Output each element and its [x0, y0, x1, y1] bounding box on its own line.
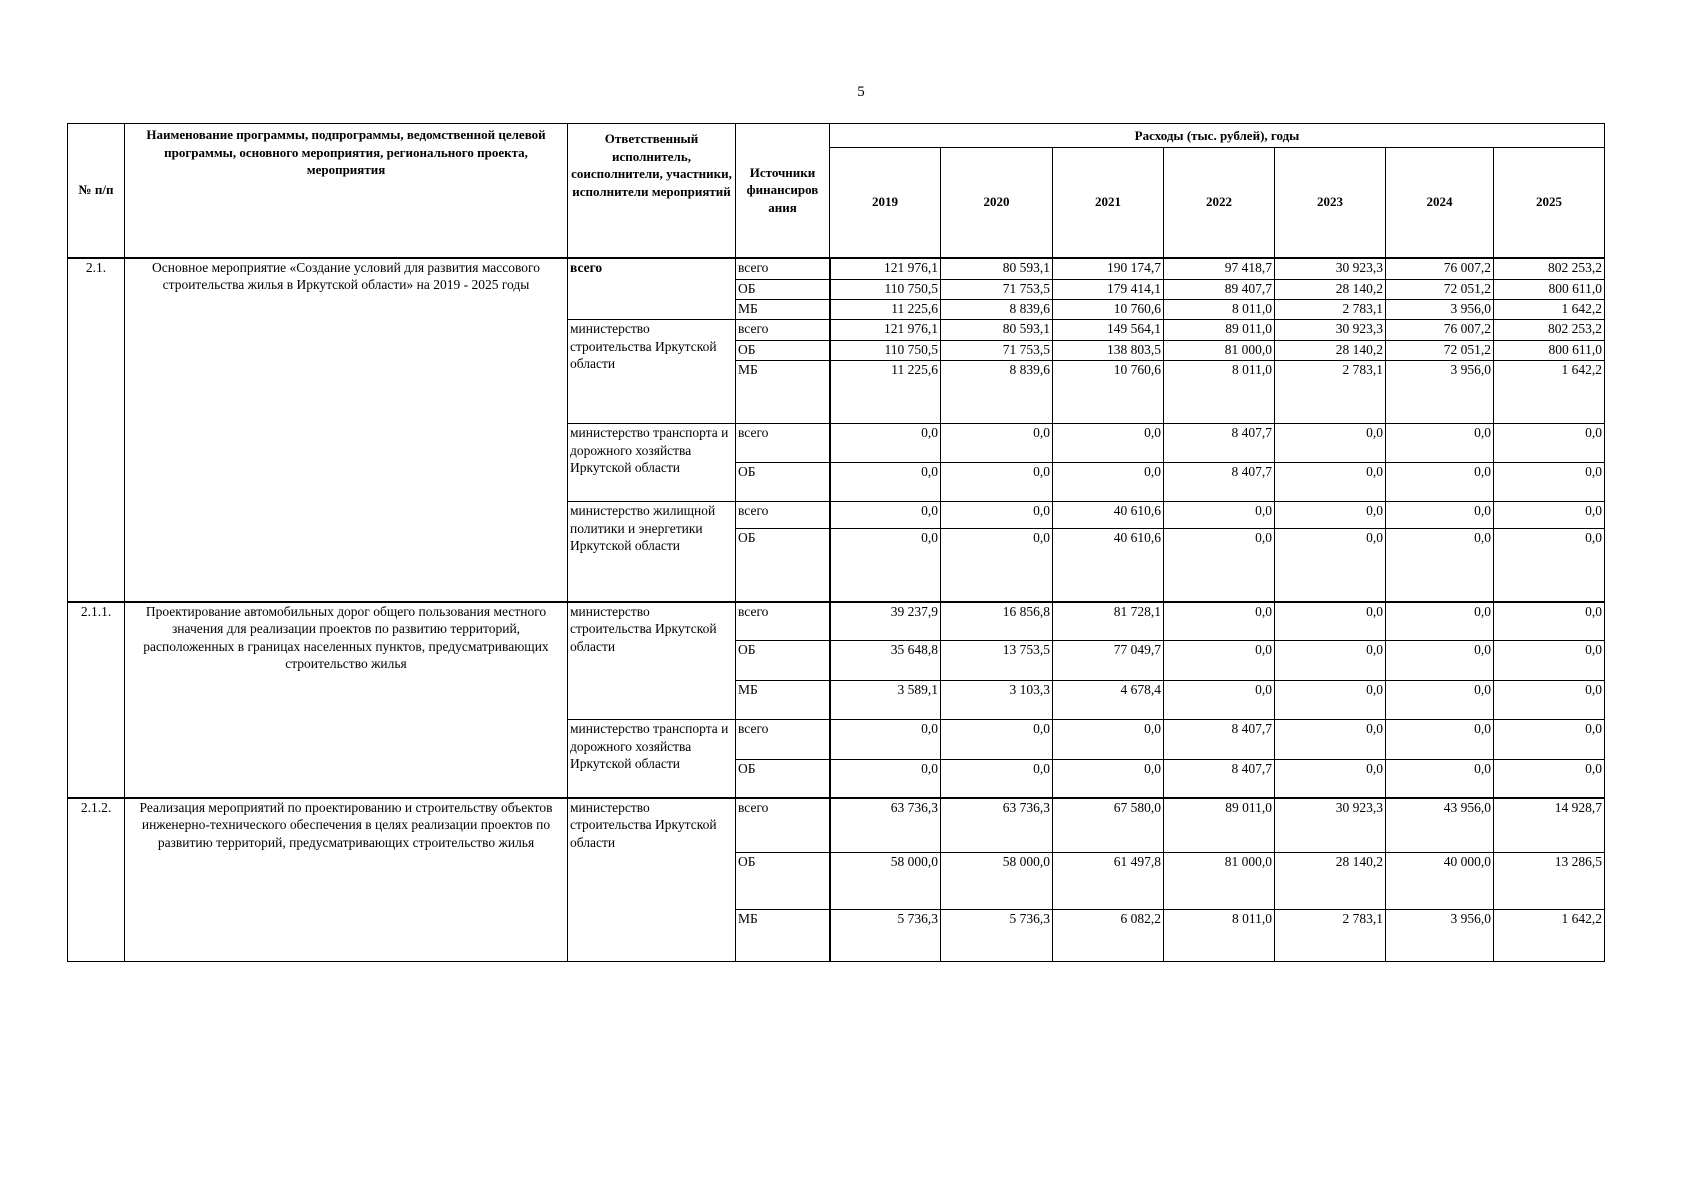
amount-cell: 72 051,2 — [1386, 341, 1494, 361]
amount-cell: 40 610,6 — [1053, 529, 1164, 602]
amount-cell: 0,0 — [1494, 502, 1605, 529]
source-cell: ОБ — [736, 463, 830, 502]
table-row — [68, 798, 1605, 853]
amount-cell: 0,0 — [1494, 424, 1605, 463]
amount-cell: 0,0 — [1494, 720, 1605, 760]
amount-cell: 30 923,3 — [1275, 258, 1386, 280]
source-cell: МБ — [736, 681, 830, 720]
amount-cell: 2 783,1 — [1275, 910, 1386, 962]
budget-table — [67, 123, 1605, 962]
amount-cell: 0,0 — [1386, 529, 1494, 602]
source-cell: всего — [736, 258, 830, 280]
source-cell: всего — [736, 720, 830, 760]
amount-cell: 8 407,7 — [1164, 760, 1275, 798]
amount-cell: 800 611,0 — [1494, 280, 1605, 300]
amount-cell: 1 642,2 — [1494, 300, 1605, 320]
amount-cell: 3 956,0 — [1386, 910, 1494, 962]
executor-cell: министерство жилищной политики и энергетики Иркутской области — [568, 502, 736, 602]
amount-cell: 0,0 — [1494, 760, 1605, 798]
executor-cell: всего — [568, 258, 736, 320]
amount-cell: 0,0 — [1386, 641, 1494, 681]
amount-cell: 110 750,5 — [830, 341, 941, 361]
source-cell: ОБ — [736, 280, 830, 300]
amount-cell: 77 049,7 — [1053, 641, 1164, 681]
amount-cell: 0,0 — [830, 424, 941, 463]
amount-cell: 3 956,0 — [1386, 300, 1494, 320]
source-cell: всего — [736, 320, 830, 341]
amount-cell: 43 956,0 — [1386, 798, 1494, 853]
amount-cell: 0,0 — [830, 720, 941, 760]
amount-cell: 121 976,1 — [830, 258, 941, 280]
amount-cell: 8 011,0 — [1164, 300, 1275, 320]
amount-cell: 58 000,0 — [941, 853, 1053, 910]
amount-cell: 138 803,5 — [1053, 341, 1164, 361]
amount-cell: 5 736,3 — [941, 910, 1053, 962]
executor-cell: министерство строительства Иркутской области — [568, 320, 736, 424]
amount-cell: 179 414,1 — [1053, 280, 1164, 300]
year-header: 2019 — [830, 148, 941, 258]
amount-cell: 11 225,6 — [830, 300, 941, 320]
amount-cell: 8 407,7 — [1164, 424, 1275, 463]
amount-cell: 0,0 — [941, 463, 1053, 502]
amount-cell: 2 783,1 — [1275, 300, 1386, 320]
amount-cell: 0,0 — [830, 760, 941, 798]
amount-cell: 30 923,3 — [1275, 320, 1386, 341]
amount-cell: 0,0 — [1053, 720, 1164, 760]
amount-cell: 40 610,6 — [1053, 502, 1164, 529]
year-header: 2023 — [1275, 148, 1386, 258]
year-header: 2022 — [1164, 148, 1275, 258]
amount-cell: 0,0 — [1494, 641, 1605, 681]
amount-cell: 0,0 — [1275, 760, 1386, 798]
amount-cell: 190 174,7 — [1053, 258, 1164, 280]
amount-cell: 80 593,1 — [941, 320, 1053, 341]
header-row — [68, 124, 1605, 148]
amount-cell: 16 856,8 — [941, 602, 1053, 641]
item-name: Основное мероприятие «Создание условий для развития массового строительства жилья в Иркутской области» на 2019 - 2025 годы — [125, 258, 568, 602]
amount-cell: 89 011,0 — [1164, 798, 1275, 853]
amount-cell: 0,0 — [1053, 424, 1164, 463]
amount-cell: 0,0 — [1494, 602, 1605, 641]
executor-cell: министерство строительства Иркутской области — [568, 798, 736, 962]
amount-cell: 14 928,7 — [1494, 798, 1605, 853]
amount-cell: 149 564,1 — [1053, 320, 1164, 341]
amount-cell: 6 082,2 — [1053, 910, 1164, 962]
amount-cell: 2 783,1 — [1275, 361, 1386, 424]
amount-cell: 8 407,7 — [1164, 720, 1275, 760]
amount-cell: 121 976,1 — [830, 320, 941, 341]
amount-cell: 0,0 — [1494, 529, 1605, 602]
amount-cell: 0,0 — [1386, 424, 1494, 463]
amount-cell: 4 678,4 — [1053, 681, 1164, 720]
executor-cell: министерство строительства Иркутской области — [568, 602, 736, 720]
amount-cell: 28 140,2 — [1275, 853, 1386, 910]
amount-cell: 0,0 — [1386, 720, 1494, 760]
year-header: 2025 — [1494, 148, 1605, 258]
amount-cell: 0,0 — [941, 720, 1053, 760]
amount-cell: 0,0 — [941, 424, 1053, 463]
amount-cell: 0,0 — [941, 760, 1053, 798]
amount-cell: 0,0 — [1275, 681, 1386, 720]
amount-cell: 58 000,0 — [830, 853, 941, 910]
amount-cell: 0,0 — [1386, 760, 1494, 798]
source-cell: всего — [736, 502, 830, 529]
amount-cell: 10 760,6 — [1053, 300, 1164, 320]
amount-cell: 0,0 — [1275, 720, 1386, 760]
source-cell: ОБ — [736, 641, 830, 681]
amount-cell: 63 736,3 — [941, 798, 1053, 853]
source-cell: ОБ — [736, 760, 830, 798]
amount-cell: 71 753,5 — [941, 341, 1053, 361]
amount-cell: 0,0 — [830, 529, 941, 602]
amount-cell: 1 642,2 — [1494, 910, 1605, 962]
source-cell: МБ — [736, 361, 830, 424]
amount-cell: 67 580,0 — [1053, 798, 1164, 853]
amount-cell: 40 000,0 — [1386, 853, 1494, 910]
amount-cell: 0,0 — [1053, 463, 1164, 502]
amount-cell: 3 589,1 — [830, 681, 941, 720]
amount-cell: 10 760,6 — [1053, 361, 1164, 424]
amount-cell: 3 103,3 — [941, 681, 1053, 720]
expenses-header: Расходы (тыс. рублей), годы — [830, 124, 1605, 148]
source-cell: МБ — [736, 300, 830, 320]
amount-cell: 0,0 — [830, 502, 941, 529]
source-cell: всего — [736, 424, 830, 463]
amount-cell: 0,0 — [941, 529, 1053, 602]
source-cell: всего — [736, 798, 830, 853]
amount-cell: 0,0 — [1164, 502, 1275, 529]
source-header: Источники финансиров ания — [736, 124, 830, 258]
amount-cell: 0,0 — [1386, 502, 1494, 529]
amount-cell: 8 407,7 — [1164, 463, 1275, 502]
amount-cell: 13 286,5 — [1494, 853, 1605, 910]
item-number: 2.1. — [68, 258, 125, 602]
amount-cell: 81 728,1 — [1053, 602, 1164, 641]
executor-cell: министерство транспорта и дорожного хозяйства Иркутской области — [568, 424, 736, 502]
amount-cell: 0,0 — [1164, 602, 1275, 641]
amount-cell: 0,0 — [1164, 641, 1275, 681]
amount-cell: 0,0 — [1275, 502, 1386, 529]
amount-cell: 0,0 — [1386, 602, 1494, 641]
table-row — [68, 258, 1605, 280]
amount-cell: 89 407,7 — [1164, 280, 1275, 300]
source-cell: МБ — [736, 910, 830, 962]
source-cell: ОБ — [736, 341, 830, 361]
table-row — [68, 602, 1605, 641]
amount-cell: 28 140,2 — [1275, 280, 1386, 300]
item-number: 2.1.1. — [68, 602, 125, 798]
item-name: Реализация мероприятий по проектированию и строительству объектов инженерно-технического обеспечения в целях реализации проектов по развитию территорий, предусматривающих строительство жилья — [125, 798, 568, 962]
amount-cell: 0,0 — [1164, 681, 1275, 720]
amount-cell: 89 011,0 — [1164, 320, 1275, 341]
amount-cell: 0,0 — [1494, 463, 1605, 502]
item-name: Проектирование автомобильных дорог общего пользования местного значения для реализации проектов по развитию территорий, расположенных в границах населенных пунктов, предусматривающих строительство жилья — [125, 602, 568, 798]
year-header: 2024 — [1386, 148, 1494, 258]
amount-cell: 8 011,0 — [1164, 910, 1275, 962]
table-body — [68, 258, 1605, 962]
amount-cell: 97 418,7 — [1164, 258, 1275, 280]
amount-cell: 76 007,2 — [1386, 320, 1494, 341]
amount-cell: 802 253,2 — [1494, 320, 1605, 341]
amount-cell: 0,0 — [1275, 602, 1386, 641]
amount-cell: 35 648,8 — [830, 641, 941, 681]
amount-cell: 5 736,3 — [830, 910, 941, 962]
amount-cell: 0,0 — [1386, 681, 1494, 720]
source-cell: ОБ — [736, 853, 830, 910]
amount-cell: 0,0 — [1275, 529, 1386, 602]
amount-cell: 71 753,5 — [941, 280, 1053, 300]
amount-cell: 63 736,3 — [830, 798, 941, 853]
amount-cell: 800 611,0 — [1494, 341, 1605, 361]
amount-cell: 11 225,6 — [830, 361, 941, 424]
executor-cell: министерство транспорта и дорожного хозяйства Иркутской области — [568, 720, 736, 798]
amount-cell: 3 956,0 — [1386, 361, 1494, 424]
amount-cell: 13 753,5 — [941, 641, 1053, 681]
amount-cell: 61 497,8 — [1053, 853, 1164, 910]
source-cell: ОБ — [736, 529, 830, 602]
amount-cell: 8 839,6 — [941, 300, 1053, 320]
name-header: Наименование программы, подпрограммы, ведомственной целевой программы, основного мероприятия, регионального проекта, мероприятия — [125, 124, 568, 258]
amount-cell: 1 642,2 — [1494, 361, 1605, 424]
amount-cell: 0,0 — [1494, 681, 1605, 720]
amount-cell: 0,0 — [830, 463, 941, 502]
amount-cell: 110 750,5 — [830, 280, 941, 300]
amount-cell: 39 237,9 — [830, 602, 941, 641]
executor-header: Ответственный исполнитель, соисполнители, участники, исполнители мероприятий — [568, 124, 736, 258]
amount-cell: 0,0 — [1275, 463, 1386, 502]
amount-cell: 8 839,6 — [941, 361, 1053, 424]
amount-cell: 0,0 — [1275, 424, 1386, 463]
num-header: № п/п — [68, 124, 125, 258]
amount-cell: 0,0 — [941, 502, 1053, 529]
amount-cell: 81 000,0 — [1164, 341, 1275, 361]
year-header: 2020 — [941, 148, 1053, 258]
amount-cell: 0,0 — [1386, 463, 1494, 502]
amount-cell: 28 140,2 — [1275, 341, 1386, 361]
amount-cell: 80 593,1 — [941, 258, 1053, 280]
amount-cell: 0,0 — [1275, 641, 1386, 681]
amount-cell: 81 000,0 — [1164, 853, 1275, 910]
amount-cell: 76 007,2 — [1386, 258, 1494, 280]
amount-cell: 0,0 — [1053, 760, 1164, 798]
item-number: 2.1.2. — [68, 798, 125, 962]
amount-cell: 802 253,2 — [1494, 258, 1605, 280]
page-number: 5 — [857, 84, 865, 100]
amount-cell: 0,0 — [1164, 529, 1275, 602]
amount-cell: 8 011,0 — [1164, 361, 1275, 424]
source-cell: всего — [736, 602, 830, 641]
year-header: 2021 — [1053, 148, 1164, 258]
amount-cell: 30 923,3 — [1275, 798, 1386, 853]
amount-cell: 72 051,2 — [1386, 280, 1494, 300]
